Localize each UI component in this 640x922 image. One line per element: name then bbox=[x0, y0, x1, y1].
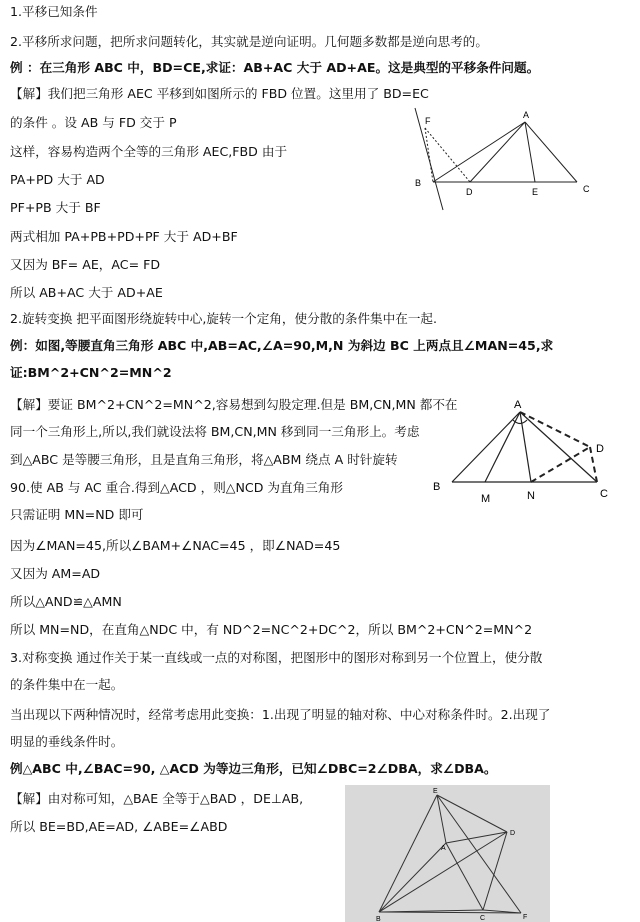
text-line: 【解】由对称可知，△BAE 全等于△BAD ，DE⊥AB, bbox=[10, 791, 304, 806]
text-line: 所以 BE=BD,AE=AD, ∠ABE=∠ABD bbox=[10, 819, 228, 834]
label-C: C bbox=[583, 184, 590, 194]
label-A: A bbox=[514, 399, 522, 411]
label-C: C bbox=[480, 915, 486, 922]
label-D: D bbox=[510, 830, 516, 837]
label-M: M bbox=[481, 493, 491, 505]
text-line: 因为∠MAN=45,所以∠BAM+∠NAC=45 ，即∠NAD=45 bbox=[10, 538, 341, 553]
figure-rotation bbox=[425, 395, 625, 515]
example-heading: 例：如图,等腰直角三角形 ABC 中,AB=AC,∠A=90,M,N 为斜边 BC 上两点且∠MAN=45,求 bbox=[10, 338, 554, 353]
label-A: A bbox=[523, 110, 530, 120]
text-line: 明显的垂线条件时。 bbox=[10, 734, 124, 749]
label-E: E bbox=[532, 187, 539, 197]
label-N: N bbox=[527, 490, 535, 502]
figure-translation bbox=[405, 100, 600, 215]
text-line: 所以 MN=ND，在直角△NDC 中，有 ND^2=NC^2+DC^2，所以 BM^2+CN^2=MN^2 bbox=[10, 622, 533, 637]
section-heading-symmetry: 3.对称变换 通过作关于某一直线或一点的对称图，把图形中的图形对称到另一个位置上，使分散 bbox=[10, 650, 543, 665]
example-heading: 例△ABC 中,∠BAC=90, △ACD 为等边三角形，已知∠DBC=2∠DBA，求∠DBA。 bbox=[10, 761, 497, 776]
text-line: 同一个三角形上,所以,我们就设法将 BM,CN,MN 移到同一三角形上。考虑 bbox=[10, 424, 420, 439]
label-B: B bbox=[376, 916, 381, 922]
text-line: 所以△AND≌△AMN bbox=[10, 594, 122, 609]
label-D: D bbox=[596, 443, 604, 455]
example-heading: 例 ：在三角形 ABC 中，BD=CE,求证：AB+AC 大于 AD+AE。这是典型的平移条件问题。 bbox=[10, 60, 540, 75]
label-B: B bbox=[415, 178, 422, 188]
section-heading-rotation: 2.旋转变换 把平面图形绕旋转中心,旋转一个定角，使分散的条件集中在一起. bbox=[10, 311, 438, 326]
figure-symmetry bbox=[345, 785, 550, 922]
label-D: D bbox=[466, 187, 473, 197]
label-C: C bbox=[600, 488, 608, 500]
text-line: 1.平移已知条件 bbox=[10, 4, 98, 19]
text-line: 2.平移所求问题，把所求问题转化，其实就是逆向证明。几何题多数都是逆向思考的。 bbox=[10, 34, 488, 49]
label-B: B bbox=[433, 481, 441, 493]
text-line: PF+PB 大于 BF bbox=[10, 200, 101, 215]
label-F: F bbox=[425, 116, 431, 126]
text-line: 【解】我们把三角形 AEC 平移到如图所示的 FBD 位置。这里用了 BD=EC bbox=[10, 86, 429, 101]
text-line: 所以 AB+AC 大于 AD+AE bbox=[10, 285, 163, 300]
text-line: 又因为 BF= AE，AC= FD bbox=[10, 257, 161, 272]
text-line: 【解】要证 BM^2+CN^2=MN^2,容易想到勾股定理.但是 BM,CN,MN 都不在 bbox=[10, 397, 458, 412]
text-line: 的条件集中在一起。 bbox=[10, 677, 124, 692]
label-E: E bbox=[433, 788, 438, 795]
text-line: 只需证明 MN=ND 即可 bbox=[10, 507, 144, 522]
text-line: 90.使 AB 与 AC 重合.得到△ACD ，则△NCD 为直角三角形 bbox=[10, 480, 343, 495]
text-line: 到△ABC 是等腰三角形，且是直角三角形，将△ABM 绕点 A 时针旋转 bbox=[10, 452, 398, 467]
text-line: 这样，容易构造两个全等的三角形 AEC,FBD 由于 bbox=[10, 144, 288, 159]
text-line: 当出现以下两种情况时，经常考虑用此变换：1.出现了明显的轴对称、中心对称条件时。2.出现了 bbox=[10, 707, 551, 722]
text-line: 又因为 AM=AD bbox=[10, 566, 101, 581]
example-heading-cont: 证:BM^2+CN^2=MN^2 bbox=[10, 365, 172, 380]
label-A: A bbox=[441, 845, 446, 852]
label-F: F bbox=[523, 914, 528, 921]
text-line: PA+PD 大于 AD bbox=[10, 172, 105, 187]
text-line: 两式相加 PA+PB+PD+PF 大于 AD+BF bbox=[10, 229, 238, 244]
text-line: 的条件 。设 AB 与 FD 交于 P bbox=[10, 115, 177, 130]
